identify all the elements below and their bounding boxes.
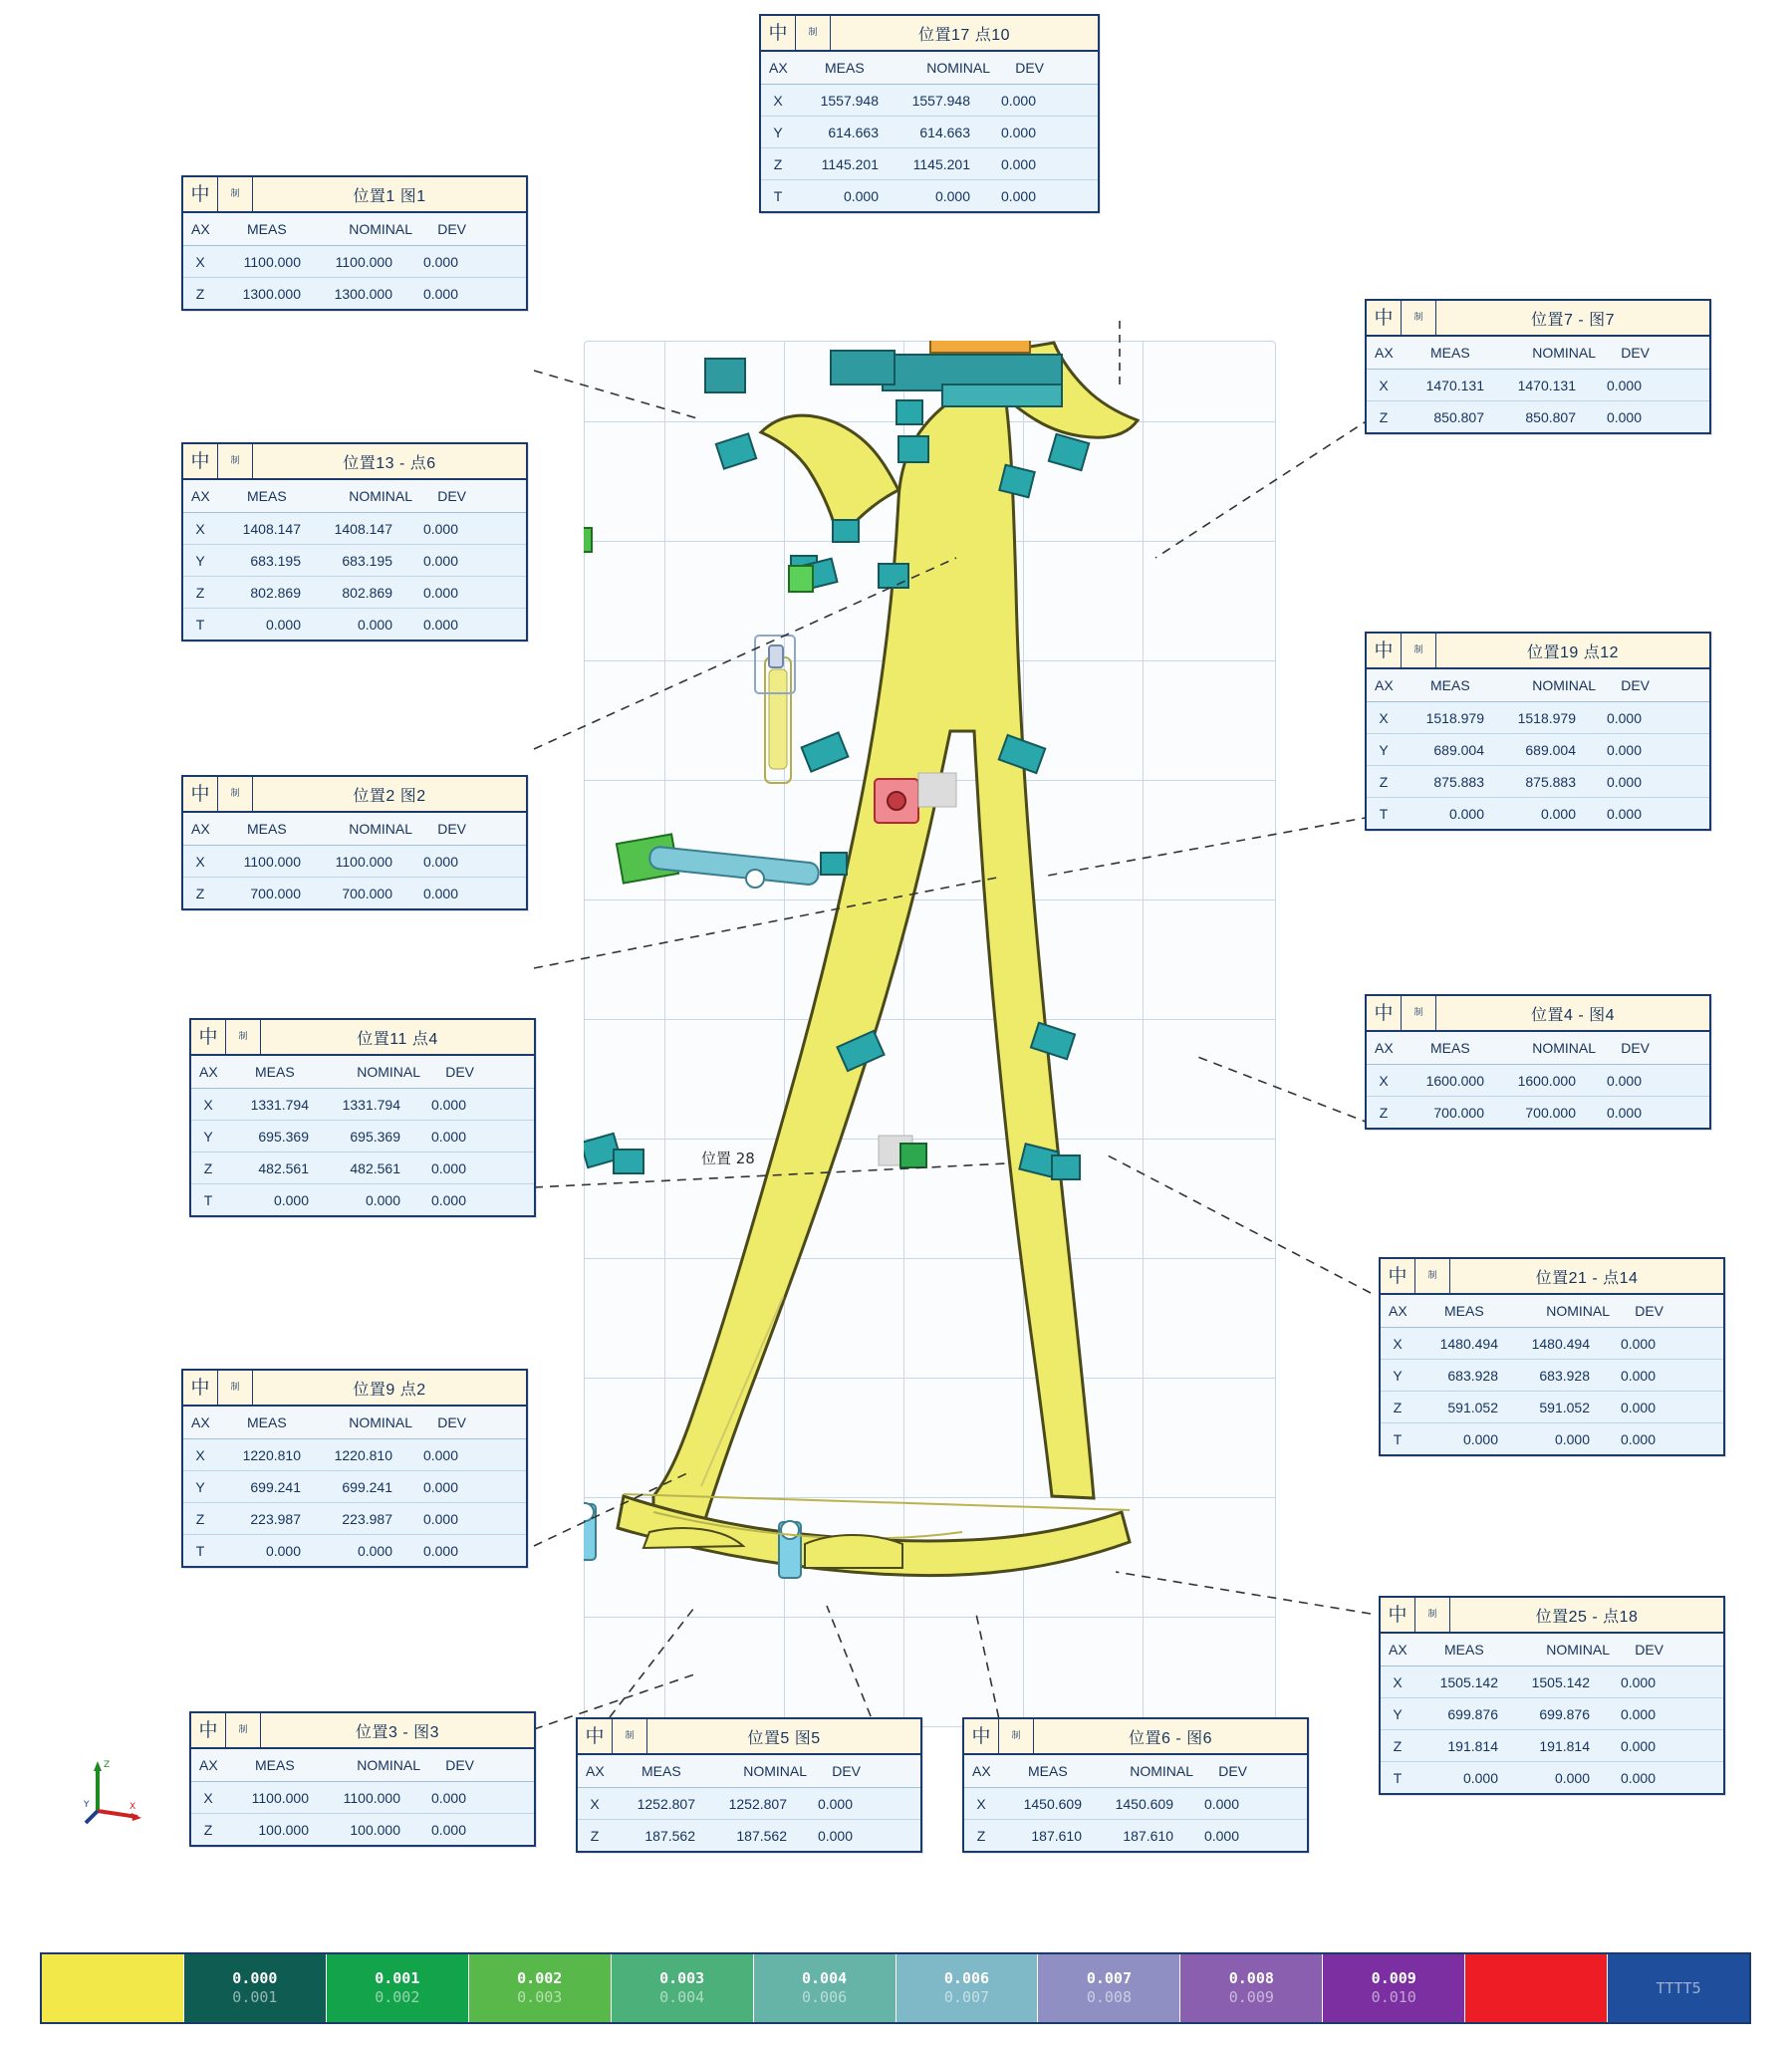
table-row: X 1408.147 1408.147 0.000: [183, 513, 526, 545]
table-row: Z 100.000 100.000 0.000: [191, 1814, 534, 1845]
position-symbol-icon: 中: [183, 177, 218, 211]
table-row: Y 699.241 699.241 0.000: [183, 1471, 526, 1503]
legend-swatch[interactable]: 0.003 0.004: [612, 1954, 754, 2022]
callout-title: 位置21 - 点14: [1535, 1269, 1639, 1287]
callout-header: [183, 444, 526, 480]
table-row: X 1100.000 1100.000 0.000: [183, 246, 526, 278]
svg-text:Z: Z: [104, 1760, 111, 1770]
callout-header: [761, 16, 1098, 52]
col-ax: AX: [769, 60, 788, 76]
table-row: Z 187.562 187.562 0.000: [578, 1820, 920, 1851]
column-header: AX MEAS NOMINAL DEV: [578, 1755, 920, 1788]
col-dev: DEV: [1015, 60, 1044, 76]
control-symbol-icon: 制: [226, 1020, 261, 1054]
table-row: X 1557.948 1557.948 0.000: [761, 85, 1098, 117]
callout-pos4[interactable]: [1365, 994, 1711, 1130]
table-row: X 1518.979 1518.979 0.000: [1367, 702, 1709, 734]
column-header: AX MEAS NOMINAL DEV: [1367, 669, 1709, 702]
control-symbol-icon: 制: [226, 1713, 261, 1747]
callout-title: 位置6 - 图6: [1128, 1729, 1213, 1747]
position-symbol-icon: 中: [1367, 634, 1402, 667]
table-row: X 1220.810 1220.810 0.000: [183, 1439, 526, 1471]
position-symbol-icon: 中: [1381, 1598, 1415, 1632]
callout-title: 位置3 - 图3: [355, 1723, 440, 1741]
callout-pos21[interactable]: [1379, 1257, 1725, 1456]
callout-header: [1367, 996, 1709, 1032]
control-symbol-icon: 制: [1402, 996, 1436, 1030]
table-row: T 0.000 0.000 0.000: [761, 180, 1098, 211]
callout-pos9[interactable]: [181, 1369, 528, 1568]
callout-title: 位置7 - 图7: [1530, 311, 1616, 329]
callout-header: [1367, 634, 1709, 669]
table-row: Z 700.000 700.000 0.000: [183, 878, 526, 908]
legend-swatch[interactable]: 0.000 0.001: [184, 1954, 327, 2022]
callout-title: 位置25 - 点18: [1535, 1608, 1639, 1626]
position-symbol-icon: 中: [578, 1719, 613, 1753]
table-row: Z 875.883 875.883 0.000: [1367, 766, 1709, 798]
position-symbol-icon: 中: [191, 1020, 226, 1054]
callout-header: [183, 177, 526, 213]
control-symbol-icon: 制: [613, 1719, 647, 1753]
column-header: AX MEAS NOMINAL DEV: [1367, 337, 1709, 370]
position-symbol-icon: 中: [183, 777, 218, 811]
control-symbol-icon: 制: [1415, 1259, 1450, 1293]
svg-text:Y: Y: [84, 1800, 90, 1810]
control-symbol-icon: 制: [1402, 634, 1436, 667]
position-symbol-icon: 中: [191, 1713, 226, 1747]
position-symbol-icon: 中: [761, 16, 796, 50]
column-header: AX MEAS NOMINAL DEV: [183, 813, 526, 846]
control-symbol-icon: 制: [999, 1719, 1034, 1753]
table-row: Y 689.004 689.004 0.000: [1367, 734, 1709, 766]
table-row: T 0.000 0.000 0.000: [183, 1535, 526, 1566]
position-symbol-icon: 中: [1381, 1259, 1415, 1293]
callout-header: [578, 1719, 920, 1755]
table-row: X 1331.794 1331.794 0.000: [191, 1089, 534, 1121]
column-header: [761, 52, 1098, 85]
table-row: Z 191.814 191.814 0.000: [1381, 1730, 1723, 1762]
callout-pos17[interactable]: [759, 14, 1100, 213]
control-symbol-icon: 制: [218, 777, 253, 811]
svg-text:X: X: [129, 1802, 136, 1812]
callout-header: [1381, 1259, 1723, 1295]
legend-swatch[interactable]: 0.009 0.010: [1323, 1954, 1465, 2022]
control-symbol-icon: 制: [796, 16, 831, 50]
column-header: AX MEAS NOMINAL DEV: [183, 213, 526, 246]
callout-header: [191, 1020, 534, 1056]
table-row: Y 695.369 695.369 0.000: [191, 1121, 534, 1153]
col-meas: MEAS: [825, 60, 865, 76]
table-row: Y 614.663 614.663 0.000: [761, 117, 1098, 148]
callout-pos6[interactable]: [962, 1717, 1309, 1853]
table-row: X 1252.807 1252.807 0.000: [578, 1788, 920, 1820]
table-row: Z 850.807 850.807 0.000: [1367, 401, 1709, 432]
legend-swatch[interactable]: 0.006 0.007: [896, 1954, 1039, 2022]
callout-header: [1381, 1598, 1723, 1634]
table-row: Z 1300.000 1300.000 0.000: [183, 278, 526, 309]
column-header: AX MEAS NOMINAL DEV: [191, 1749, 534, 1782]
control-symbol-icon: 制: [1402, 301, 1436, 335]
callout-pos1[interactable]: [181, 175, 528, 311]
callout-header: [964, 1719, 1307, 1755]
table-row: Z 482.561 482.561 0.000: [191, 1153, 534, 1184]
column-header: AX MEAS NOMINAL DEV: [191, 1056, 534, 1089]
callout-pos25[interactable]: [1379, 1596, 1725, 1795]
position-symbol-icon: 中: [1367, 996, 1402, 1030]
position-symbol-icon: 中: [964, 1719, 999, 1753]
legend-swatch[interactable]: 0.002 0.003: [469, 1954, 612, 2022]
callout-title: 位置4 - 图4: [1530, 1006, 1616, 1024]
callout-pos7[interactable]: [1365, 299, 1711, 434]
column-header: AX MEAS NOMINAL DEV: [1381, 1295, 1723, 1328]
control-symbol-icon: 制: [1415, 1598, 1450, 1632]
table-row: T 0.000 0.000 0.000: [1381, 1762, 1723, 1793]
table-row: Z 1145.201 1145.201 0.000: [761, 148, 1098, 180]
legend-swatch[interactable]: 0.008 0.009: [1180, 1954, 1323, 2022]
callout-title: 位置13 - 点6: [343, 454, 436, 472]
table-row: X 1450.609 1450.609 0.000: [964, 1788, 1307, 1820]
svg-text:位置 28: 位置 28: [701, 1150, 755, 1167]
callout-title: 位置11 点4: [357, 1030, 438, 1048]
table-row: X 1505.142 1505.142 0.000: [1381, 1666, 1723, 1698]
table-row: T 0.000 0.000 0.000: [191, 1184, 534, 1215]
table-row: X 1470.131 1470.131 0.000: [1367, 370, 1709, 401]
table-row: X 1100.000 1100.000 0.000: [191, 1782, 534, 1814]
table-row: Z 223.987 223.987 0.000: [183, 1503, 526, 1535]
callout-title: 位置1 图1: [353, 187, 426, 205]
legend-swatch[interactable]: TTTT5: [1608, 1954, 1749, 2022]
table-row: X 1100.000 1100.000 0.000: [183, 846, 526, 878]
callout-pos19[interactable]: [1365, 632, 1711, 831]
legend-swatch[interactable]: 0.004 0.006: [754, 1954, 896, 2022]
callout-title: 位置17 点10: [917, 26, 1011, 44]
control-symbol-icon: 制: [218, 177, 253, 211]
legend-swatch[interactable]: [1465, 1954, 1608, 2022]
table-row: Z 700.000 700.000 0.000: [1367, 1097, 1709, 1128]
position-symbol-icon: 中: [183, 1371, 218, 1405]
callout-pos2[interactable]: [181, 775, 528, 910]
table-row: Z 591.052 591.052 0.000: [1381, 1392, 1723, 1423]
table-row: T 0.000 0.000 0.000: [183, 609, 526, 640]
callout-title: 位置2 图2: [353, 787, 426, 805]
axis-triad: [84, 1755, 143, 1825]
column-header: AX MEAS NOMINAL DEV: [183, 1407, 526, 1439]
column-header: AX MEAS NOMINAL DEV: [1381, 1634, 1723, 1666]
column-header: AX MEAS NOMINAL DEV: [183, 480, 526, 513]
table-row: T 0.000 0.000 0.000: [1367, 798, 1709, 829]
table-row: Y 699.876 699.876 0.000: [1381, 1698, 1723, 1730]
callout-pos11[interactable]: [189, 1018, 536, 1217]
part-geometry: [584, 341, 1274, 1725]
table-row: T 0.000 0.000 0.000: [1381, 1423, 1723, 1454]
table-row: Y 683.928 683.928 0.000: [1381, 1360, 1723, 1392]
callout-title: 位置5 图5: [747, 1729, 821, 1747]
legend-swatch[interactable]: [42, 1954, 184, 2022]
callout-header: [183, 1371, 526, 1407]
legend-swatch[interactable]: 0.007 0.008: [1038, 1954, 1180, 2022]
column-header: AX MEAS NOMINAL DEV: [1367, 1032, 1709, 1065]
callout-header: [191, 1713, 534, 1749]
table-row: Z 187.610 187.610 0.000: [964, 1820, 1307, 1851]
callout-pos13[interactable]: [181, 442, 528, 641]
control-symbol-icon: 制: [218, 444, 253, 478]
table-row: X 1480.494 1480.494 0.000: [1381, 1328, 1723, 1360]
callout-header: [1367, 301, 1709, 337]
column-header: AX MEAS NOMINAL DEV: [964, 1755, 1307, 1788]
table-row: Y 683.195 683.195 0.000: [183, 545, 526, 577]
callout-title: 位置9 点2: [353, 1381, 426, 1399]
legend-swatch[interactable]: 0.001 0.002: [327, 1954, 469, 2022]
callout-title: 位置19 点12: [1526, 643, 1620, 661]
col-nominal: NOMINAL: [926, 60, 990, 76]
position-symbol-icon: 中: [1367, 301, 1402, 335]
callout-pos3[interactable]: [189, 1711, 536, 1847]
table-row: Z 802.869 802.869 0.000: [183, 577, 526, 609]
control-symbol-icon: 制: [218, 1371, 253, 1405]
table-row: X 1600.000 1600.000 0.000: [1367, 1065, 1709, 1097]
position-symbol-icon: 中: [183, 444, 218, 478]
callout-header: [183, 777, 526, 813]
callout-pos5[interactable]: [576, 1717, 922, 1853]
deviation-color-legend[interactable]: [40, 1952, 1751, 2024]
